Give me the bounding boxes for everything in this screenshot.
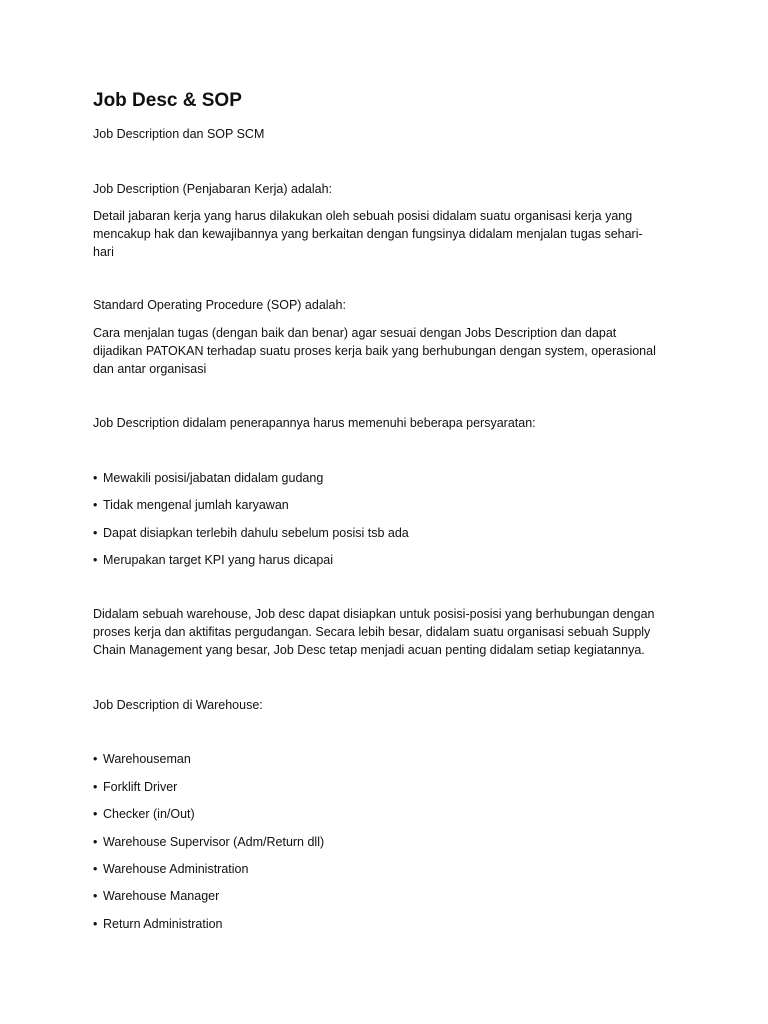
warehouse-role-item — [93, 805, 195, 823]
bullet-icon: • — [93, 526, 98, 540]
warehouse-paragraph-line: Didalam sebuah warehouse, Job desc dapat disiapkan untuk posisi-posisi yang berhubungan dengan — [93, 607, 655, 621]
warehouse-role-item — [93, 915, 223, 933]
bullet-icon: • — [93, 752, 98, 766]
requirements-heading: Job Description didalam penerapannya harus memenuhi beberapa persyaratan: — [93, 416, 536, 430]
bullet-icon: • — [93, 807, 98, 821]
bullet-icon: • — [93, 498, 98, 512]
job-description-paragraph-line: hari — [93, 245, 114, 259]
sop-heading: Standard Operating Procedure (SOP) adalah: — [93, 298, 346, 312]
bullet-icon: • — [93, 471, 98, 485]
warehouse-role-item — [93, 860, 248, 878]
bullet-icon: • — [93, 862, 98, 876]
warehouse-role-text: Warehouse Manager — [103, 889, 220, 903]
warehouse-role-text: Checker (in/Out) — [103, 807, 195, 821]
warehouse-role-text: Warehouseman — [103, 752, 191, 766]
warehouse-role-item — [93, 750, 191, 768]
warehouse-heading: Job Description di Warehouse: — [93, 698, 263, 712]
warehouse-role-text: Warehouse Supervisor (Adm/Return dll) — [103, 835, 325, 849]
bullet-icon: • — [93, 835, 98, 849]
job-description-heading: Job Description (Penjabaran Kerja) adalah: — [93, 182, 333, 196]
job-description-paragraph-line: Detail jabaran kerja yang harus dilakukan oleh sebuah posisi didalam suatu organisasi kerja yang — [93, 209, 633, 223]
warehouse-paragraph-line: proses kerja dan aktifitas pergudangan. Secara lebih besar, didalam suatu organisasi sebuah Supply — [93, 625, 651, 639]
warehouse-role-text: Warehouse Administration — [103, 862, 249, 876]
bullet-icon: • — [93, 553, 98, 567]
bullet-icon: • — [93, 780, 98, 794]
warehouse-role-item — [93, 778, 177, 796]
sop-paragraph-line: dijadikan PATOKAN terhadap suatu proses kerja baik yang berhubungan dengan system, operasional — [93, 344, 656, 358]
warehouse-role-text: Forklift Driver — [103, 780, 178, 794]
bullet-icon: • — [93, 889, 98, 903]
requirement-text: Dapat disiapkan terlebih dahulu sebelum posisi tsb ada — [103, 526, 409, 540]
warehouse-role-item — [93, 833, 324, 851]
requirement-list-item — [93, 469, 323, 487]
bullet-icon: • — [93, 917, 98, 931]
requirement-text: Tidak mengenal jumlah karyawan — [103, 498, 289, 512]
requirement-text: Merupakan target KPI yang harus dicapai — [103, 553, 333, 567]
warehouse-paragraph-line: Chain Management yang besar, Job Desc tetap menjadi acuan penting didalam setiap kegiatannya. — [93, 643, 645, 657]
document-subtitle: Job Description dan SOP SCM — [93, 127, 265, 141]
requirement-list-item — [93, 496, 289, 514]
warehouse-role-item — [93, 887, 219, 905]
requirement-list-item — [93, 524, 409, 542]
requirement-text: Mewakili posisi/jabatan didalam gudang — [103, 471, 324, 485]
requirement-list-item — [93, 551, 333, 569]
job-description-paragraph-line: mencakup hak dan kewajibannya yang berkaitan dengan fungsinya didalam menjalan tugas sehari- — [93, 227, 643, 241]
sop-paragraph-line: dan antar organisasi — [93, 362, 207, 376]
warehouse-role-text: Return Administration — [103, 917, 223, 931]
sop-paragraph-line: Cara menjalan tugas (dengan baik dan benar) agar sesuai dengan Jobs Description dan dapat — [93, 326, 617, 340]
document-title: Job Desc & SOP — [93, 90, 242, 111]
